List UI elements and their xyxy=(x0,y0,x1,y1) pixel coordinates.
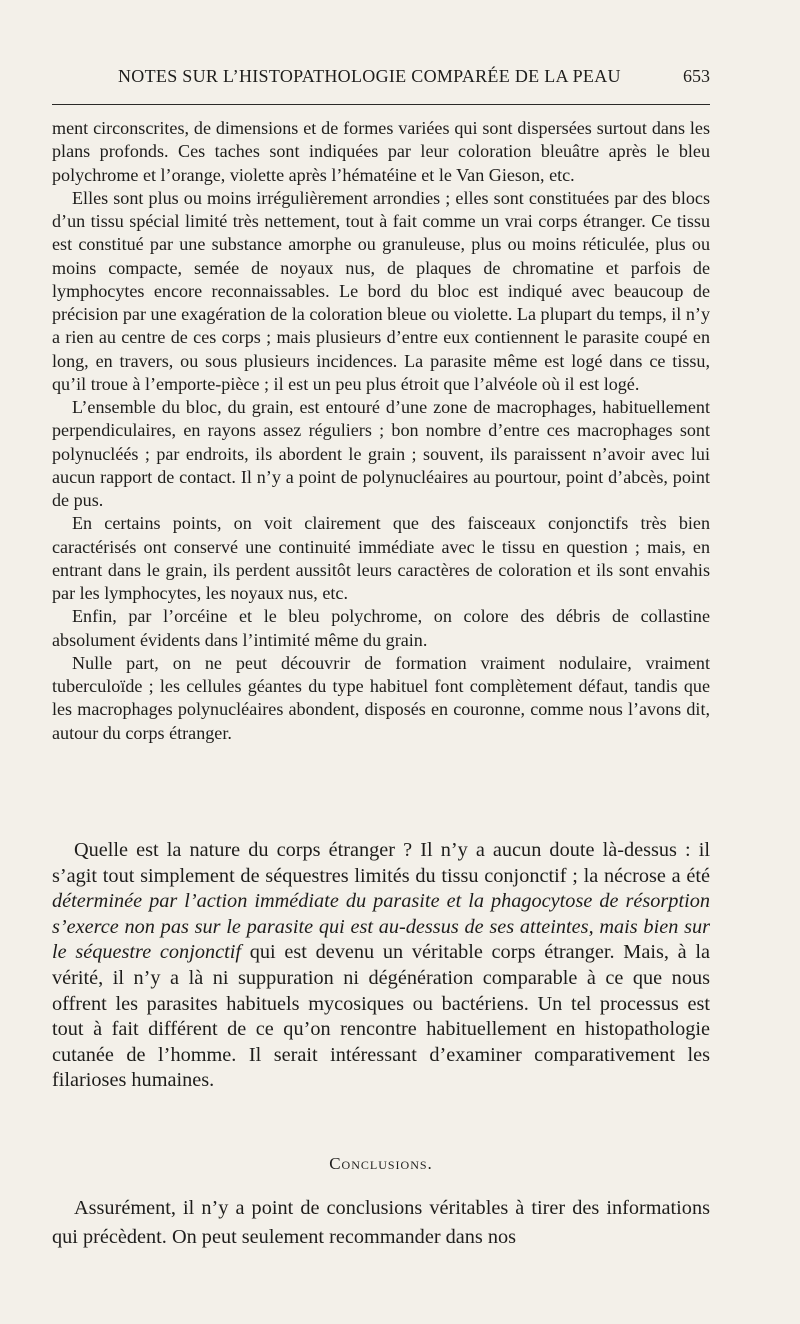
header-title: NOTES SUR L’HISTOPATHOLOGIE COMPARÉE DE LA PEAU xyxy=(118,66,621,86)
paragraph-nulle-part: Nulle part, on ne peut découvrir de formation vraiment nodulaire, vraiment tuberculoïde ; les cellules géantes du type habituel font complètement défaut, tandis que les macrophages polynucléaires abondent, disposés en couronne, comme nous l’avons dit, autour du corps étranger. xyxy=(52,652,710,743)
small-print-section xyxy=(52,117,710,745)
paragraph-faisceaux: En certains points, on voit clairement que des faisceaux conjonctifs très bien caractérisés ont conservé une continuité immédiate avec le tissu en question ; mais, en entrant dans le grain, ils perdent aussitôt leurs caractères de coloration et ils sont envahis par les lymphocytes, les noyaux nus, etc. xyxy=(52,513,710,603)
main-text-section xyxy=(52,838,710,1094)
paragraph-macrophages: L’ensemble du bloc, du grain, est entouré d’une zone de macrophages, habituellement perpendiculaires, en rayons assez réguliers ; bon nombre d’entre ces macrophages sont polynucléés ; par endroits, ils abordent le grain ; souvent, ils paraissent n’avoir avec lui aucun rapport de contact. Il n’y a point de polynucléaires au pourtour, point d’abcès, point de pus. xyxy=(52,397,710,510)
conclusions-section xyxy=(52,1194,710,1252)
paragraph-nature-corps-etranger xyxy=(52,838,710,1094)
paragraph-orceine: Enfin, par l’orcéine et le bleu polychrome, on colore des débris de collastine absolument évidents dans l’intimité même du grain. xyxy=(52,606,710,650)
main-text-part2: qui est devenu un véritable corps étranger. Mais, à la vérité, il n’y a là ni suppuration ni dégénération comparable à ce que nous offrent les parasites habituels mycosiques ou bactériens. Un tel processus est tout à fait différent de ce qu’on rencontre habituellement en histopathologie cutanée de l’homme. Il serait intéressant d’examiner comparativement les filarioses humaines. xyxy=(52,941,710,1092)
paragraph-conclusions: Assurément, il n’y a point de conclusions véritables à tirer des informations qui précèdent. On peut seulement recommander dans nos xyxy=(52,1197,710,1248)
main-text-italic: déterminée par l’action immédiate du parasite et la phagocytose de résorption s’exerce non pas sur le parasite qui est au-dessus de ses atteintes, mais bien sur le séquestre conjonctif xyxy=(52,890,710,964)
paragraph-continuation: ment circonscrites, de dimensions et de formes variées qui sont dispersées surtout dans les plans profonds. Ces taches sont indiquées par leur coloration bleuâtre après le bleu polychrome et l’orange, violette après l’hématéine et le Van Gieson, etc. xyxy=(52,118,710,185)
main-text-part1: Quelle est la nature du corps étranger ? Il n’y a aucun doute là-dessus : il s’agit tout simplement de séquestres limités du tissu conjonctif ; la nécrose a été xyxy=(52,839,710,887)
paragraph-blocs: Elles sont plus ou moins irrégulièrement arrondies ; elles sont constituées par des blocs d’un tissu spécial limité très nettement, tout à fait comme un vrai corps étranger. Ce tissu est constitué par une substance amorphe ou granuleuse, plus ou moins réticulée, plus ou moins compacte, semée de noyaux nus, de plaques de chromatine et parfois de lymphocytes encore reconnaissables. Le bord du bloc est indiqué avec beaucoup de précision par une exagération de la coloration bleue ou violette. La plupart du temps, il n’y a rien au centre de ces corps ; mais plusieurs d’entre eux contiennent le parasite coupé en long, en travers, ou sous plusieurs incidences. La parasite même est logé dans ce tissu, qu’il troue à l’emporte-pièce ; il est un peu plus étroit que l’alvéole où il est logé. xyxy=(52,187,710,394)
header-rule xyxy=(52,104,710,105)
running-header xyxy=(52,66,710,94)
page-number: 653 xyxy=(683,66,710,86)
section-heading-conclusions: Conclusions. xyxy=(329,1154,433,1173)
